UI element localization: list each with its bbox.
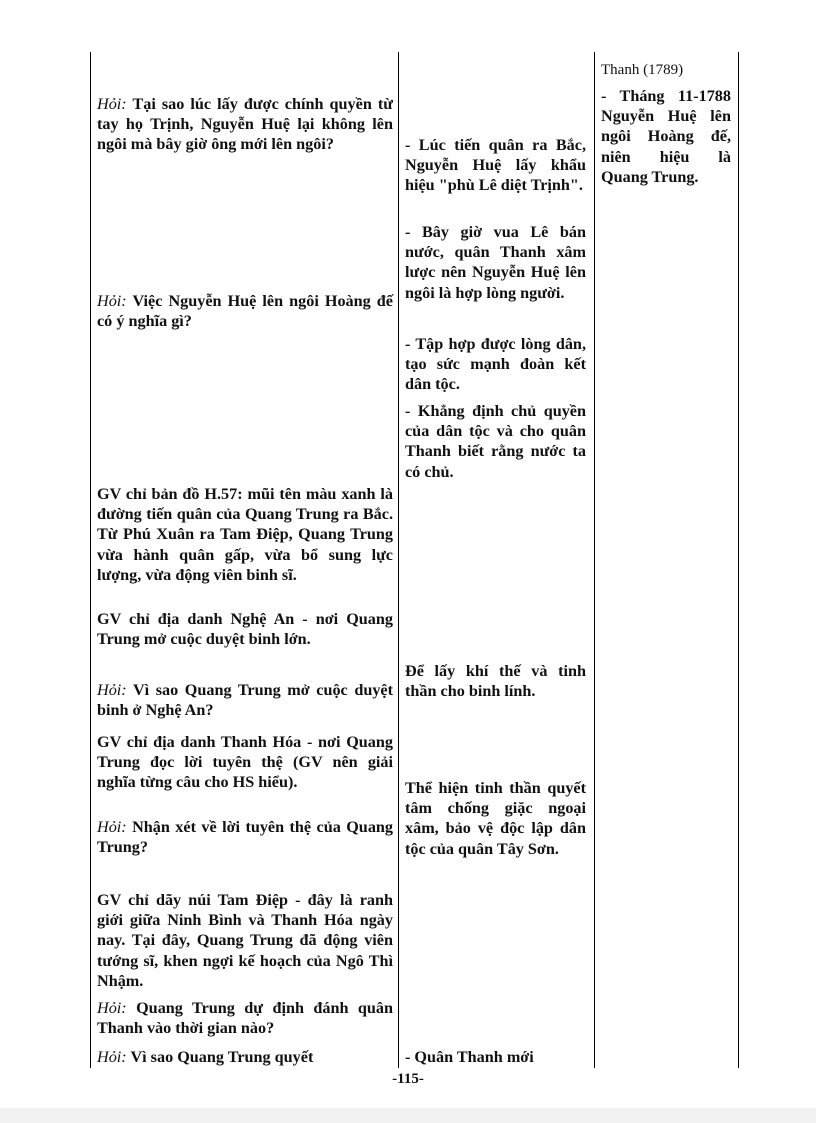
question-6 [97, 1047, 393, 1067]
table-divider-2 [594, 52, 595, 1068]
question-text: Quang Trung dự định đánh quân Thanh vào thời gian nào? [97, 999, 393, 1038]
answer-1: - Lúc tiến quân ra Bắc, Nguyễn Huệ lấy khẩu hiệu "phù Lê diệt Trịnh". [405, 136, 586, 195]
col3-event: - Tháng 11-1788 Nguyễn Huệ lên ngôi Hoàng đế, niên hiệu là Quang Trung. [601, 87, 731, 186]
answer-4: - Khẳng định chủ quyền của dân tộc và cho quân Thanh biết rằng nước ta có chủ. [405, 402, 586, 481]
question-label: Hỏi: [97, 818, 127, 836]
answer-7: - Quân Thanh mới [405, 1048, 534, 1066]
teacher-note-thanh-hoa: GV chỉ địa danh Thanh Hóa - nơi Quang Trung đọc lời tuyên thệ (GV nên giải nghĩa từng câu cho HS hiểu). [97, 733, 393, 792]
question-2 [97, 291, 393, 331]
page-number: -115- [392, 1071, 424, 1087]
question-5 [97, 998, 393, 1038]
table-left-border [90, 52, 91, 1068]
page-bottom-band [0, 1108, 816, 1123]
question-1 [97, 94, 393, 155]
question-label: Hỏi: [97, 681, 127, 699]
answer-5: Để lấy khí thế và tinh thần cho binh lính. [405, 662, 586, 701]
teacher-note-map: GV chỉ bản đồ H.57: mũi tên màu xanh là đường tiến quân của Quang Trung ra Bắc. Từ Phú Xuân ra Tam Điệp, Quang Trung vừa hành quân gấp, vừa bổ sung lực lượng, vừa động viên binh sĩ. [97, 485, 393, 584]
answer-3: - Tập hợp được lòng dân, tạo sức mạnh đoàn kết dân tộc. [405, 335, 586, 394]
question-label: Hỏi: [97, 292, 127, 310]
question-text: Tại sao lúc lấy được chính quyền từ tay họ Trịnh, Nguyễn Huệ lại không lên ngôi mà bây giờ ông mới lên ngôi? [97, 95, 393, 154]
teacher-note-nghe-an: GV chỉ địa danh Nghệ An - nơi Quang Trung mở cuộc duyệt binh lớn. [97, 610, 393, 649]
question-text: Việc Nguyễn Huệ lên ngôi Hoàng đế có ý nghĩa gì? [97, 292, 393, 331]
question-text: Nhận xét về lời tuyên thệ của Quang Trung? [97, 818, 394, 857]
question-label: Hỏi: [97, 95, 127, 113]
table-right-border [738, 52, 739, 1068]
question-label: Hỏi: [97, 999, 127, 1017]
answer-2: - Bây giờ vua Lê bán nước, quân Thanh xâm lược nên Nguyễn Huệ lên ngôi là hợp lòng người. [405, 223, 586, 302]
question-4 [97, 817, 393, 857]
table-divider-1 [398, 52, 399, 1068]
question-3 [97, 680, 393, 720]
teacher-note-tam-diep: GV chỉ dãy núi Tam Điệp - đây là ranh giới giữa Ninh Bình và Thanh Hóa ngày nay. Tại đây, Quang Trung đã động viên tướng sĩ, khen ngợi kế hoạch của Ngô Thì Nhậm. [97, 891, 393, 990]
answer-6: Thể hiện tinh thần quyết tâm chống giặc ngoại xâm, bảo vệ độc lập dân tộc của quân Tây Sơn. [405, 779, 586, 858]
question-text: Vì sao Quang Trung quyết [130, 1048, 314, 1066]
col3-top-text: Thanh (1789) [601, 62, 684, 78]
question-label: Hỏi: [97, 1048, 127, 1066]
question-text: Vì sao Quang Trung mở cuộc duyệt binh ở Nghệ An? [97, 681, 393, 720]
